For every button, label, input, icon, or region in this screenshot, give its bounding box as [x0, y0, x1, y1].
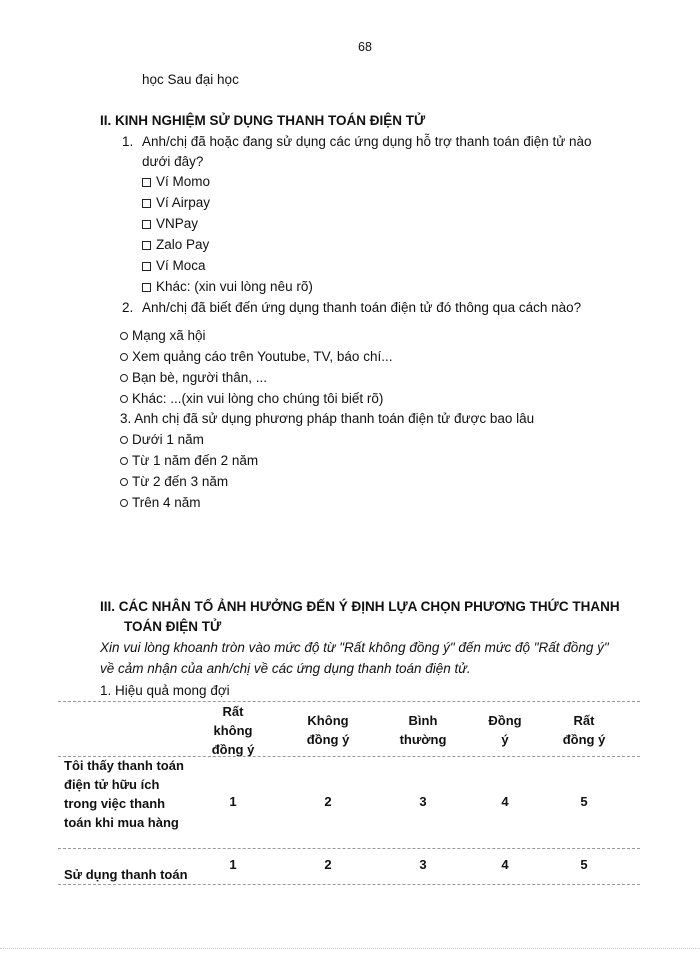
table-top-rule: [58, 701, 640, 702]
table-cell[interactable]: 2: [324, 794, 332, 809]
page-number: 68: [358, 40, 372, 54]
radio-icon[interactable]: [120, 499, 128, 507]
carryover-line: học Sau đại học: [142, 72, 239, 87]
table-cell[interactable]: 3: [419, 794, 427, 809]
section-2-heading: II. KINH NGHIỆM SỬ DỤNG THANH TOÁN ĐIỆN TỬ: [100, 113, 426, 128]
radio-icon[interactable]: [120, 395, 128, 403]
table-cell[interactable]: 2: [324, 857, 332, 872]
col-header-neutral: Bình thường: [399, 713, 447, 747]
checkbox-icon[interactable]: [142, 241, 151, 250]
q1-text-line2: dưới đây?: [142, 154, 204, 169]
q3-option[interactable]: Trên 4 năm: [120, 495, 201, 510]
checkbox-icon[interactable]: [142, 283, 151, 292]
q1-option[interactable]: Ví Momo: [142, 174, 210, 189]
q3-option[interactable]: Dưới 1 năm: [120, 432, 204, 447]
section-3-heading-line1: III. CÁC NHÂN TỐ ẢNH HƯỞNG ĐẾN Ý ĐỊNH LỰA CHỌN PHƯƠNG THỨC THANH: [100, 599, 620, 614]
q3-option[interactable]: Từ 2 đến 3 năm: [120, 474, 228, 489]
col-header-strongly-agree: Rất đồng ý: [562, 713, 606, 747]
instruction-line2: về cảm nhận của anh/chị về các ứng dụng thanh toán điện tử.: [100, 661, 471, 676]
col-header-agree: Đồng ý: [488, 713, 522, 747]
radio-icon[interactable]: [120, 457, 128, 465]
q2-option[interactable]: Mạng xã hội: [120, 328, 206, 343]
radio-icon[interactable]: [120, 478, 128, 486]
table-row-rule: [58, 848, 640, 849]
table-row-label: Tôi thấy thanh toán điện tử hữu ích trong việc thanh toán khi mua hàng: [64, 758, 184, 830]
q2-text: Anh/chị đã biết đến ứng dụng thanh toán điện tử đó thông qua cách nào?: [142, 300, 582, 315]
q1-option[interactable]: Zalo Pay: [142, 237, 209, 252]
table-row-label: Sử dụng thanh toán: [64, 867, 188, 882]
checkbox-icon[interactable]: [142, 262, 151, 271]
q1-option[interactable]: Khác: (xin vui lòng nêu rõ): [142, 279, 313, 294]
section-3-heading-line2: TOÁN ĐIỆN TỬ: [124, 619, 222, 634]
radio-icon[interactable]: [120, 332, 128, 340]
q1-option[interactable]: Ví Moca: [142, 258, 206, 273]
table-cell[interactable]: 5: [580, 857, 588, 872]
q3-option[interactable]: Từ 1 năm đến 2 năm: [120, 453, 258, 468]
table-cell[interactable]: 1: [229, 794, 237, 809]
q1-option[interactable]: Ví Airpay: [142, 195, 210, 210]
table-cell[interactable]: 4: [501, 857, 509, 872]
checkbox-icon[interactable]: [142, 199, 151, 208]
q3-text: 3. Anh chị đã sử dụng phương pháp thanh toán điện tử được bao lâu: [120, 411, 535, 426]
table-cell[interactable]: 3: [419, 857, 427, 872]
radio-icon[interactable]: [120, 374, 128, 382]
col-header-disagree: Không đồng ý: [306, 713, 350, 747]
subheading-expected-performance: 1. Hiệu quả mong đợi: [100, 683, 230, 698]
table-cell[interactable]: 4: [501, 794, 509, 809]
table-cell[interactable]: 5: [580, 794, 588, 809]
q2-option[interactable]: Bạn bè, người thân, ...: [120, 370, 267, 385]
table-cell[interactable]: 1: [229, 857, 237, 872]
q1-number: 1.: [122, 134, 134, 149]
col-header-strongly-disagree: Rất không đồng ý: [211, 704, 255, 757]
radio-icon[interactable]: [120, 353, 128, 361]
q2-number: 2.: [122, 300, 134, 315]
q1-option[interactable]: VNPay: [142, 216, 198, 231]
q1-text-line1: Anh/chị đã hoặc đang sử dụng các ứng dụng hỗ trợ thanh toán điện tử nào: [142, 134, 592, 149]
radio-icon[interactable]: [120, 436, 128, 444]
q2-option[interactable]: Xem quảng cáo trên Youtube, TV, báo chí...: [120, 349, 392, 364]
page-bottom-edge: [0, 948, 700, 949]
table-bottom-rule: [58, 884, 640, 885]
q2-option[interactable]: Khác: ...(xin vui lòng cho chúng tôi biết rõ): [120, 391, 383, 406]
checkbox-icon[interactable]: [142, 178, 151, 187]
checkbox-icon[interactable]: [142, 220, 151, 229]
instruction-line1: Xin vui lòng khoanh tròn vào mức độ từ "Rất không đồng ý" đến mức độ "Rất đồng ý": [100, 640, 609, 655]
